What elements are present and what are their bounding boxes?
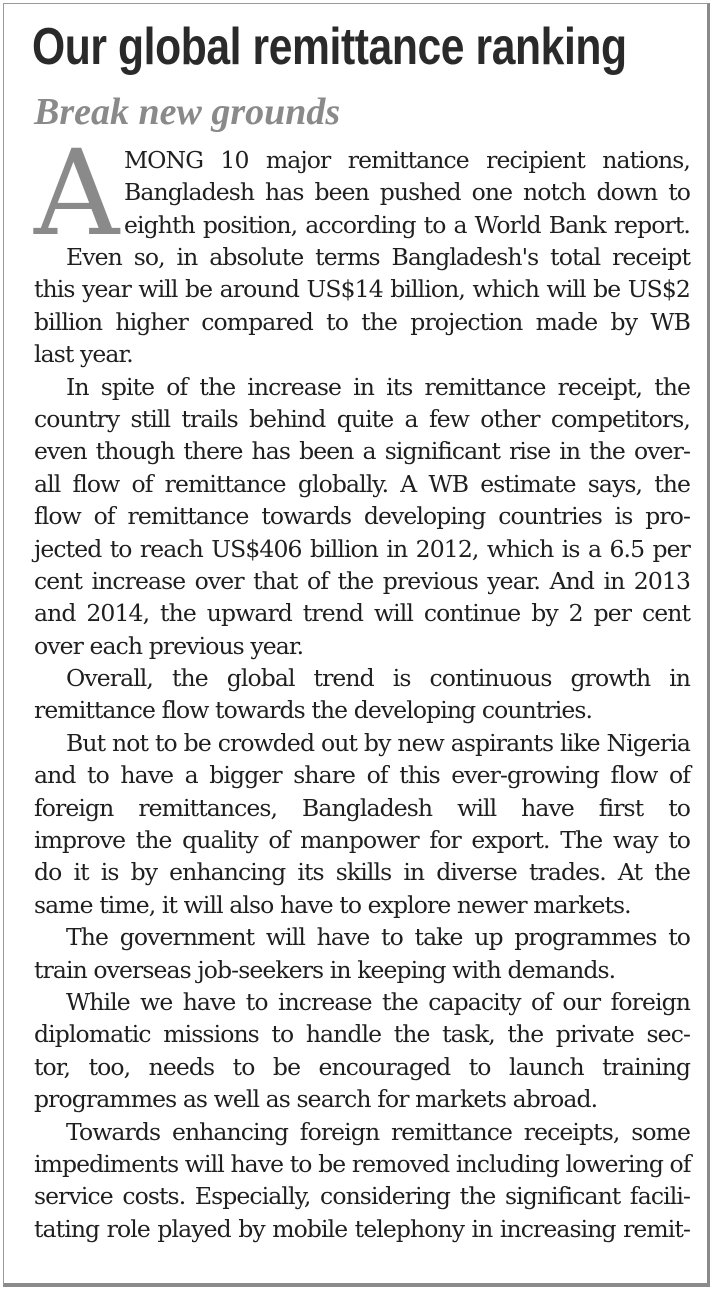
text-line: The government will have to take up programmes to (66, 923, 690, 952)
text-line: same time, it will also have to explore newer markets. (34, 890, 631, 919)
text-line: and 2014, the upward trend will continue by 2 per cent (34, 599, 690, 628)
text-line: flow of remittance towards developing countries is pro- (34, 502, 690, 531)
paragraph (34, 727, 690, 921)
text-line: MONG 10 major remittance recipient nations, (124, 146, 690, 174)
text-line: diplomatic missions to handle the task, the private sec- (34, 1020, 690, 1049)
text-line: eighth position, according to a World Bank report. (124, 210, 690, 239)
text-line: and to have a bigger share of this ever-growing flow of (34, 761, 690, 790)
text-line: service costs. Especially, considering the significant facili- (34, 1182, 690, 1211)
text-line: last year. (34, 340, 133, 369)
text-line: Towards enhancing foreign remittance receipts, some (66, 1117, 690, 1146)
text-line: cent increase over that of the previous year. And in 2013 (34, 566, 690, 595)
text-line: jected to reach US$406 billion in 2012, which is a 6.5 per (34, 534, 690, 563)
paragraph (34, 1116, 690, 1246)
article-paragraphs (34, 241, 690, 1245)
text-line: tor, too, needs to be encouraged to launch training (34, 1052, 690, 1081)
text-line: billion higher compared to the projection made by WB (34, 307, 690, 336)
text-line: foreign remittances, Bangladesh will have first to (34, 793, 690, 822)
subheadline: Break new grounds (34, 91, 341, 133)
text-line: Overall, the global trend is continuous growth in (66, 664, 690, 693)
paragraph (34, 986, 690, 1116)
article-body (34, 124, 691, 1245)
text-line: tating role played by mobile telephony in increasing remit- (34, 1214, 690, 1243)
text-line: In spite of the increase in its remittance receipt, the (66, 372, 690, 401)
paragraph (34, 662, 690, 727)
paragraph (34, 371, 690, 663)
text-line: all flow of remittance globally. A WB estimate says, the (34, 469, 690, 498)
text-line: train overseas job-seekers in keeping with demands. (34, 955, 616, 984)
text-line: Even so, in absolute terms Bangladesh's total receipt (66, 243, 690, 271)
text-line: remittance flow towards the developing countries. (34, 696, 593, 725)
text-line: While we have to increase the capacity of our foreign (66, 987, 690, 1016)
text-line: do it is by enhancing its skills in diverse trades. At the (34, 858, 690, 887)
newspaper-clipping (3, 3, 710, 1287)
text-line: even though there has been a significant rise in the over- (34, 437, 690, 466)
text-line: programmes as well as search for markets abroad. (34, 1085, 598, 1114)
text-line: Bangladesh has been pushed one notch down to (124, 178, 690, 207)
text-line: improve the quality of manpower for export. The way to (34, 826, 690, 855)
text-line: impediments will have to be removed including lowering of (34, 1149, 691, 1178)
paragraph (34, 921, 690, 986)
text-line: this year will be around US$14 billion, which will be US$2 (34, 275, 690, 304)
paragraph (34, 241, 690, 371)
headline: Our global remittance ranking (32, 18, 627, 76)
text-line: country still trails behind quite a few other competitors, (34, 404, 690, 433)
intro-lines (124, 144, 690, 241)
text-line: But not to be crowded out by new aspirants like Nigeria (66, 728, 690, 757)
text-line: over each previous year. (34, 631, 304, 660)
drop-cap: A (34, 124, 120, 262)
